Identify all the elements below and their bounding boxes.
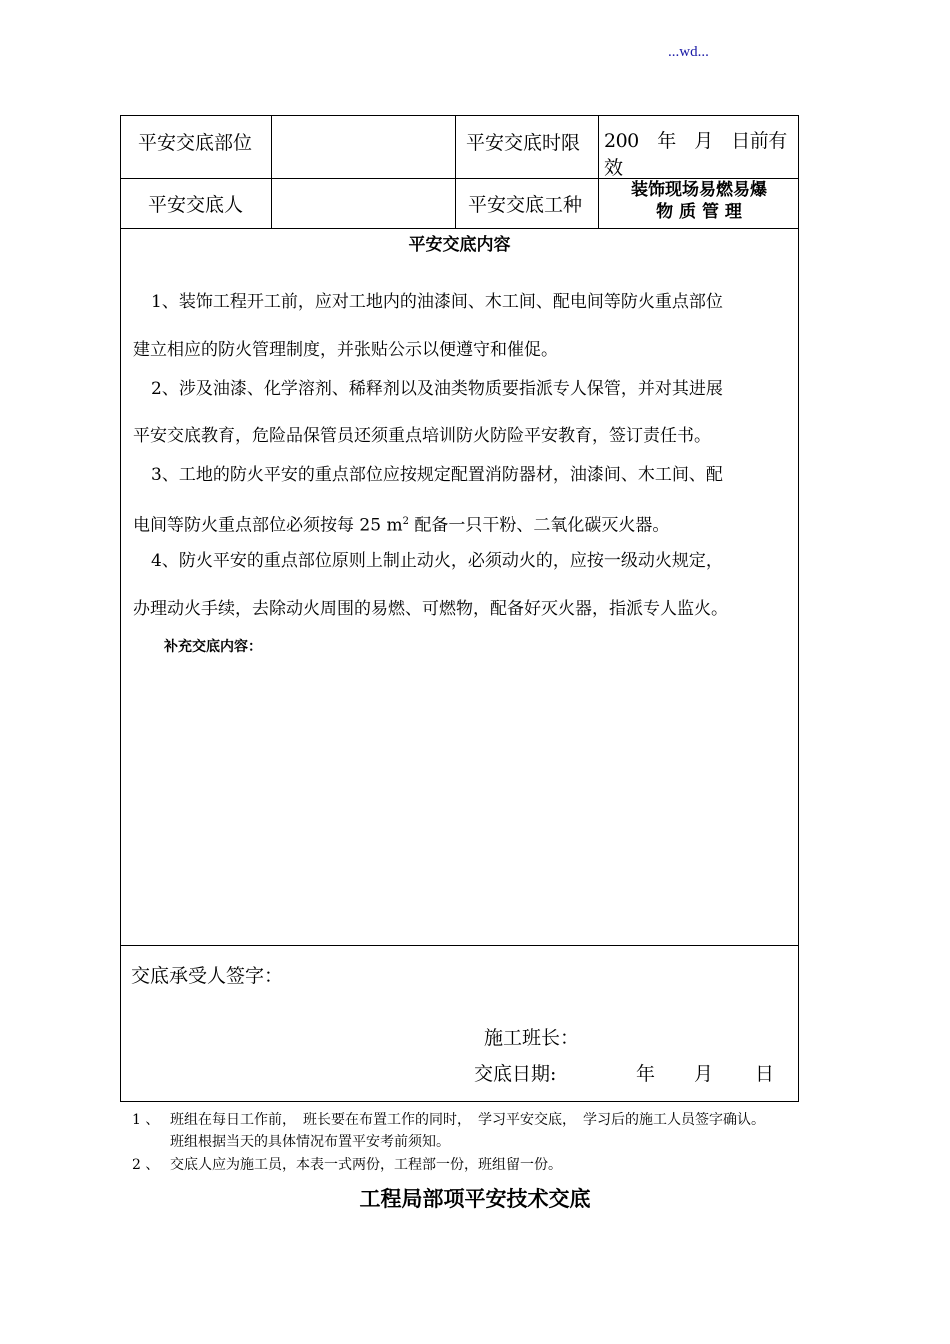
item-3-line2-text: 电间等防火重点部位必须按每 25 m (133, 515, 403, 536)
col-divider-2 (455, 116, 456, 228)
col-divider-3 (598, 116, 599, 228)
team-leader-label: 施工班长： (484, 1027, 580, 1049)
time-limit-label: 平安交底时限 (466, 132, 581, 154)
footnote-1-marker: 1 、 (132, 1112, 160, 1128)
work-type-line2: 物 质 管 理 (656, 202, 742, 222)
work-type-line1: 装饰现场易燃易爆 (631, 180, 767, 200)
footnote-1-line1: 班组在每日工作前， 班长要在布置工作的同时， 学习平安交底， 学习后的施工人员签字确认。 (170, 1112, 765, 1128)
date-day: 日 (755, 1063, 775, 1085)
item-3-superscript: 2 (402, 516, 409, 527)
footnote-2-line1: 交底人应为施工员，本表一式两份，工程部一份，班组留一份。 (170, 1157, 562, 1173)
location-label: 平安交底部位 (138, 132, 253, 154)
date-year: 年 (636, 1063, 656, 1085)
presenter-value[interactable] (273, 180, 453, 226)
time-limit-value[interactable]: 200 年 月 日前有效 (604, 130, 787, 179)
item-3-line2 (133, 510, 793, 538)
col-divider-1 (271, 116, 272, 228)
item-1-line1: 1、装饰工程开工前，应对工地内的油漆间、木工间、配电间等防火重点部位 (151, 292, 723, 312)
item-3-line1: 3、工地的防火平安的重点部位应按规定配置消防器材，油漆间、木工间、配 (151, 465, 723, 485)
item-2-line1: 2、涉及油漆、化学溶剂、稀释剂以及油类物质要指派专人保管，并对其进展 (151, 379, 723, 399)
date-month: 月 (694, 1063, 714, 1085)
page-title: 工程局部项平安技术交底 (359, 1186, 591, 1211)
location-value[interactable] (273, 118, 453, 176)
presenter-label: 平安交底人 (148, 194, 244, 216)
row-divider-2 (121, 228, 798, 229)
footnote-1-line2: 班组根据当天的具体情况布置平安考前须知。 (170, 1134, 450, 1150)
safety-briefing-form (120, 115, 799, 1102)
item-3-line2-text-end: 配备一只干粉、二氧化碳灭火器。 (408, 515, 670, 536)
date-label: 交底日期: (474, 1063, 557, 1085)
supplement-area[interactable] (131, 661, 788, 939)
item-4-line1: 4、防火平安的重点部位原则上制止动火，必须动火的，应按一级动火规定， (151, 551, 723, 571)
signature-label: 交底承受人签字： (131, 965, 284, 987)
signature-area[interactable] (321, 956, 781, 1016)
item-4-line2: 办理动火手续，去除动火周围的易燃、可燃物，配备好灭火器，指派专人监火。 (133, 599, 728, 619)
header-mark: ...wd... (668, 44, 709, 60)
content-heading: 平安交底内容 (408, 235, 511, 255)
supplement-label: 补充交底内容： (164, 639, 262, 655)
work-type-value (600, 179, 798, 223)
item-2-line2: 平安交底教育，危险品保管员还须重点培训防火防险平安教育，签订责任书。 (133, 426, 711, 446)
footnote-2-marker: 2 、 (132, 1157, 160, 1173)
item-1-line2: 建立相应的防火管理制度，并张贴公示以便遵守和催促。 (133, 340, 558, 360)
row-divider-3 (121, 945, 798, 946)
work-type-label: 平安交底工种 (468, 194, 583, 216)
